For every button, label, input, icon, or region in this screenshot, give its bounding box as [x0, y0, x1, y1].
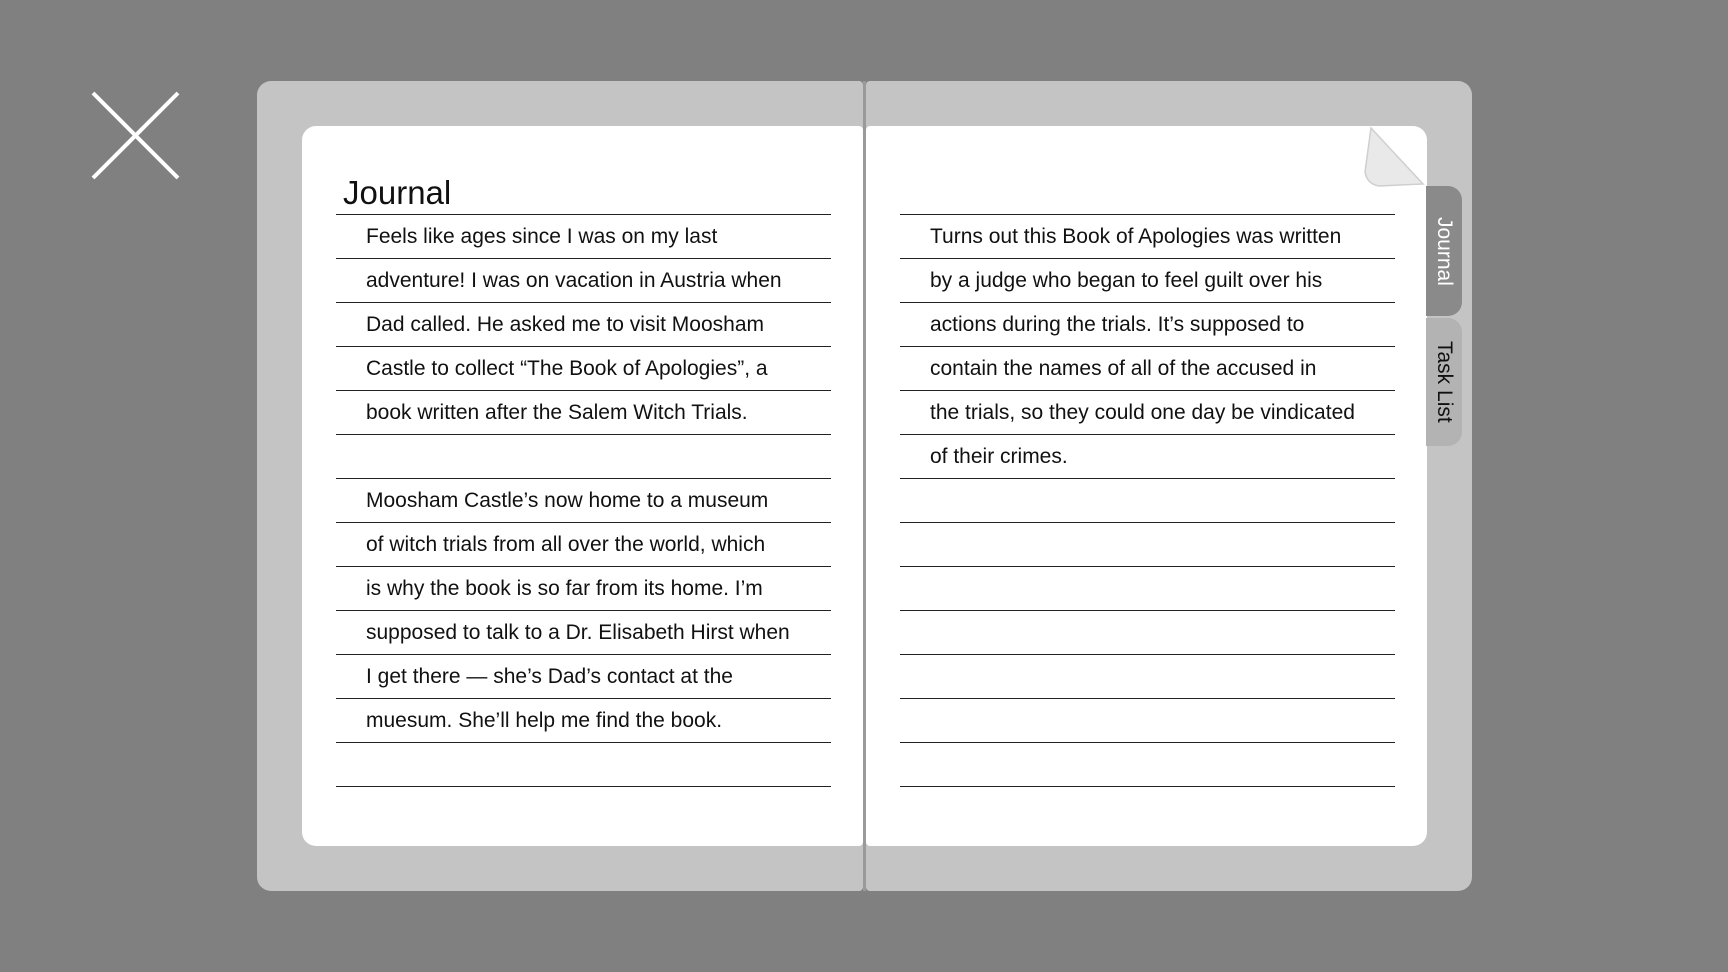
journal-line [900, 522, 1395, 566]
journal-line [900, 610, 1395, 654]
journal-line [336, 434, 831, 478]
journal-page-right [866, 126, 1427, 846]
page-title: Journal [343, 174, 452, 211]
page-curl-icon[interactable] [1361, 126, 1427, 192]
close-icon [88, 88, 183, 183]
journal-line [900, 566, 1395, 610]
journal-line: I get there — she’s Dad’s contact at the [336, 654, 831, 698]
close-button[interactable] [88, 88, 183, 183]
journal-page-left [302, 126, 863, 846]
journal-line [900, 478, 1395, 522]
journal-line [900, 742, 1395, 787]
journal-line: the trials, so they could one day be vindicated [900, 390, 1395, 434]
journal-line: supposed to talk to a Dr. Elisabeth Hirst when [336, 610, 831, 654]
tab-journal[interactable] [1426, 186, 1462, 316]
journal-line: book written after the Salem Witch Trials. [336, 390, 831, 434]
left-ruled-lines [336, 214, 831, 787]
journal-line: of witch trials from all over the world, which [336, 522, 831, 566]
journal-line: Feels like ages since I was on my last [336, 214, 831, 258]
journal-line: by a judge who began to feel guilt over his [900, 258, 1395, 302]
tab-task-list-label: Task List [1433, 341, 1456, 423]
journal-line: Moosham Castle’s now home to a museum [336, 478, 831, 522]
right-ruled-lines [900, 214, 1395, 787]
journal-line: Turns out this Book of Apologies was written [900, 214, 1395, 258]
journal-line: actions during the trials. It’s supposed to [900, 302, 1395, 346]
journal-line: contain the names of all of the accused in [900, 346, 1395, 390]
journal-line [336, 742, 831, 787]
journal-line: Castle to collect “The Book of Apologies”, a [336, 346, 831, 390]
journal-line: adventure! I was on vacation in Austria when [336, 258, 831, 302]
journal-line: is why the book is so far from its home. I’m [336, 566, 831, 610]
journal-line [900, 698, 1395, 742]
journal-line [900, 654, 1395, 698]
tab-task-list[interactable] [1426, 318, 1462, 446]
journal-line: Dad called. He asked me to visit Moosham [336, 302, 831, 346]
tab-journal-label: Journal [1433, 216, 1456, 286]
journal-line: muesum. She’ll help me find the book. [336, 698, 831, 742]
journal-line: of their crimes. [900, 434, 1395, 478]
